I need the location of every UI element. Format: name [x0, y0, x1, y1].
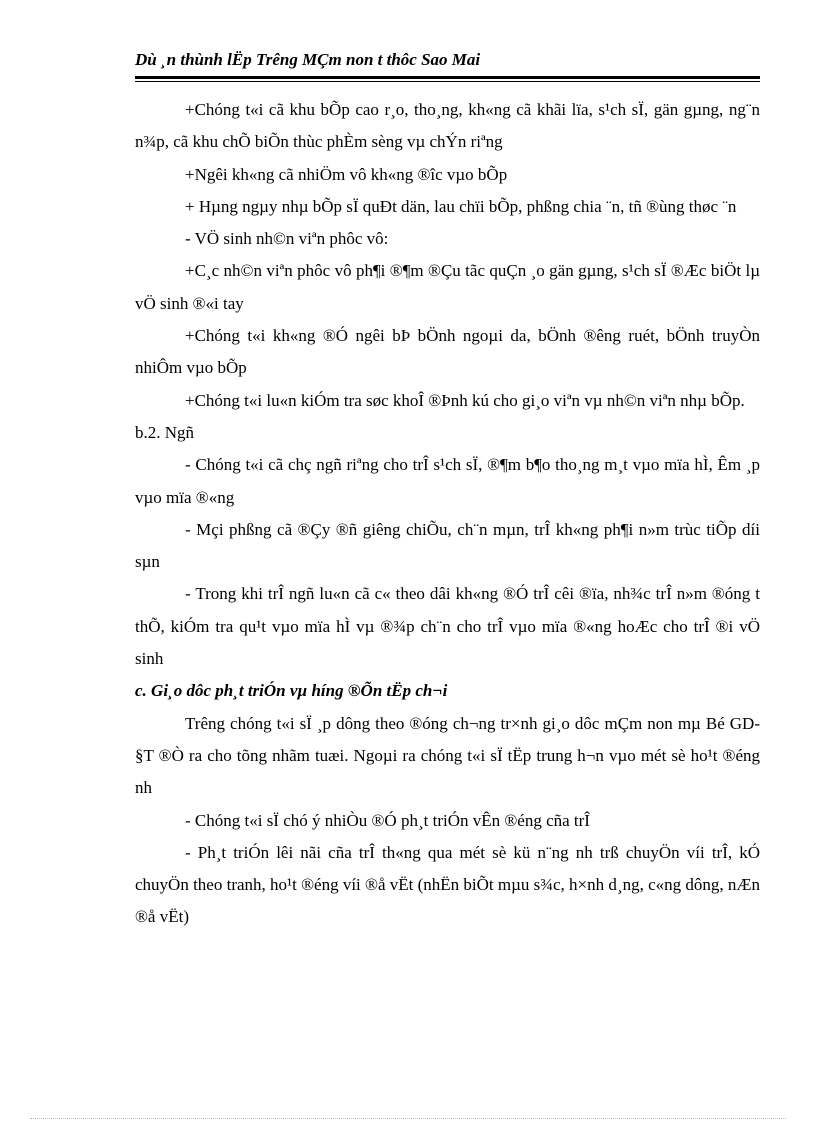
paragraph: +C¸c nh©n viªn phôc vô ph¶i ®¶m ®Çu tãc quÇn ¸o gän gµng, s¹ch sÏ ®Æc biÖt lµ vÖ sinh ®«i tay: [135, 261, 760, 313]
paragraph: +Chóng t«i cã khu bÕp cao r¸o, tho¸ng, kh«ng cã khãi lïa, s¹ch sÏ, gän gµng, ng¨n n¾p, cã khu chÕ biÕn thùc phÈm sèng vµ chÝn riªng: [135, 100, 760, 152]
header-rule-thick: [135, 76, 760, 79]
page-bottom-border: [30, 1118, 786, 1119]
paragraph: +Chóng t«i kh«ng ®Ó ngêi bÞ bÖnh ngoµi da, bÖnh ®êng ruét, bÖnh truyÒn nhiÔm vµo bÕp: [135, 326, 760, 378]
section-heading-c: c. Gi¸o dôc ph¸t triÓn vµ híng ®Õn tËp ch¬i: [135, 681, 448, 701]
section-heading-b2: b.2. Ngñ: [135, 422, 195, 442]
paragraph: - Chóng t«i cã chç ngñ riªng cho trÎ s¹ch sÏ, ®¶m b¶o tho¸ng m¸t vµo mïa hÌ, Êm ¸p vµo mïa ®«ng: [135, 455, 760, 507]
paragraph: +Ngêi kh«ng cã nhiÖm vô kh«ng ®îc vµo bÕp: [185, 164, 508, 184]
paragraph: - Trong khi trÎ ngñ lu«n cã c« theo dâi kh«ng ®Ó trÎ cêi ®ïa, nh¾c trÎ n»m ®óng t thÕ, kiÓm tra qu¹t vµo mïa hÌ vµ ®¾p ch¨n cho trÎ vµo mïa ®«ng hoÆc cho trÎ ®i vÖ sinh: [135, 584, 760, 669]
page-header: Dù ¸n thùnh lËp Trêng MÇm non t thôc Sao Mai: [135, 50, 481, 69]
paragraph: +Chóng t«i lu«n kiÓm tra søc khoÎ ®Þnh kú cho gi¸o viªn vµ nh©n viªn nhµ bÕp.: [185, 390, 745, 410]
paragraph: - Mçi phßng cã ®Çy ®ñ giêng chiÕu, ch¨n mµn, trÎ kh«ng ph¶i n»m trùc tiÕp díi sµn: [135, 519, 760, 572]
paragraph: - Chóng t«i sÏ chó ý nhiÒu ®Ó ph¸t triÓn vÊn ®éng cña trÎ: [185, 810, 590, 830]
header-rule-thin: [135, 81, 760, 82]
paragraph: Trêng chóng t«i sÏ ¸p dông theo ®óng ch¬ng tr×nh gi¸o dôc mÇm non mµ Bé GD-§T ®Ò ra cho tõng nhãm tuæi. Ngoµi ra chóng t«i sÏ tËp trung h¬n vµo mét sè ho¹t ®éng nh: [135, 713, 760, 798]
paragraph: - VÖ sinh nh©n viªn phôc vô:: [185, 229, 389, 249]
paragraph: - Ph¸t triÓn lêi nãi cña trÎ th«ng qua mét sè kü n¨ng nh trß chuyÖn víi trÎ, kÓ chuyÖn theo tranh, ho¹t ®éng víi ®å vËt (nhËn biÕt mµu s¾c, h×nh d¸ng, c«ng dông, nÆn ®å vËt): [135, 842, 760, 927]
document-body: [135, 94, 760, 934]
paragraph: + Hµng ngµy nhµ bÕp sÏ quÐt dän, lau chïi bÕp, phßng chia ¨n, tñ ®ùng thøc ¨n: [185, 196, 737, 216]
